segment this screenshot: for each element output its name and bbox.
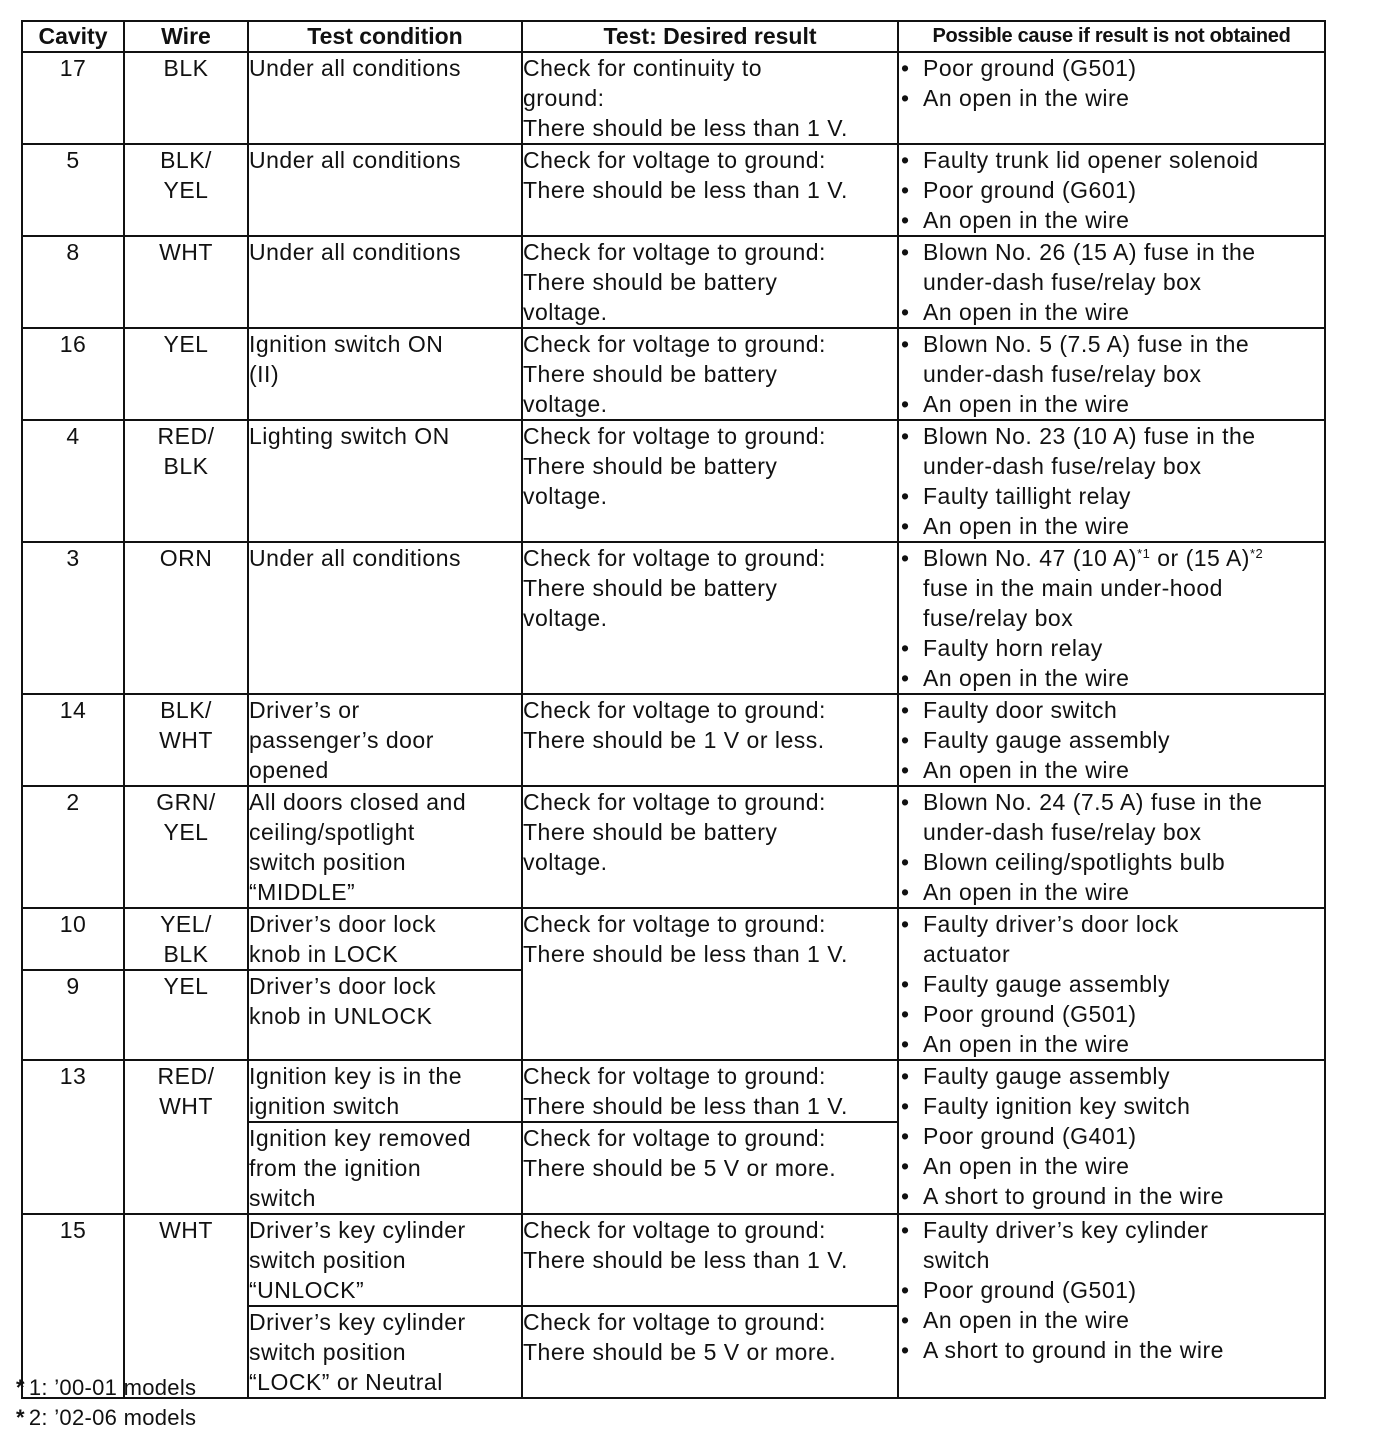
cause-item: • Poor ground (G501) [899, 1275, 1324, 1305]
result-cell: Check for voltage to ground: There should be battery voltage. [522, 542, 898, 694]
cavity-cell: 16 [22, 328, 124, 420]
cause-item: • Faulty door switch [899, 695, 1324, 725]
cause-cell [898, 420, 1325, 542]
table-row [22, 694, 1325, 786]
cause-item: • An open in the wire [899, 663, 1324, 693]
condition-cell: Driver’s door lock knob in LOCK [248, 908, 522, 970]
table-row [22, 542, 1325, 694]
cause-item: • Faulty gauge assembly [899, 969, 1324, 999]
header-desired-result: Test: Desired result [522, 21, 898, 52]
cause-cell [898, 786, 1325, 908]
result-cell: Check for voltage to ground: There should be battery voltage. [522, 328, 898, 420]
cause-cell [898, 1060, 1325, 1214]
header-cavity: Cavity [22, 21, 124, 52]
cause-cell [898, 542, 1325, 694]
result-cell: Check for voltage to ground: There should be less than 1 V. [522, 144, 898, 236]
cause-item: • An open in the wire [899, 1305, 1324, 1335]
cause-item: • An open in the wire [899, 1029, 1324, 1059]
cause-item: • An open in the wire [899, 83, 1324, 113]
table-row [22, 786, 1325, 908]
cavity-cell: 17 [22, 52, 124, 144]
table-row [22, 420, 1325, 542]
condition-cell: Lighting switch ON [248, 420, 522, 542]
header-test-condition: Test condition [248, 21, 522, 52]
result-cell: Check for voltage to ground: There should be 5 V or more. [522, 1306, 898, 1398]
header-possible-cause: Possible cause if result is not obtained [898, 21, 1325, 52]
table-row [22, 1060, 1325, 1122]
cause-item: • An open in the wire [899, 755, 1324, 785]
result-cell: Check for voltage to ground: There should be battery voltage. [522, 420, 898, 542]
wire-cell: WHT [124, 236, 248, 328]
condition-cell: Ignition switch ON (II) [248, 328, 522, 420]
terminal-test-table [21, 20, 1326, 1399]
condition-cell: Driver’s door lock knob in UNLOCK [248, 970, 522, 1060]
cause-item: • Poor ground (G601) [899, 175, 1324, 205]
condition-cell: Ignition key is in the ignition switch [248, 1060, 522, 1122]
footnote-2: * 2: ’02-06 models [16, 1405, 197, 1430]
cause-item: • Blown ceiling/spotlights bulb [899, 847, 1324, 877]
header-wire: Wire [124, 21, 248, 52]
table-row [22, 908, 1325, 970]
cause-item: • Faulty ignition key switch [899, 1091, 1324, 1121]
cause-item: • An open in the wire [899, 511, 1324, 541]
footnote-1: * 1: ’00-01 models [16, 1375, 197, 1400]
wire-cell: BLK/ WHT [124, 694, 248, 786]
result-cell: Check for voltage to ground: There should be less than 1 V. [522, 908, 898, 1060]
cause-item: • Faulty trunk lid opener solenoid [899, 145, 1324, 175]
wire-cell: WHT [124, 1214, 248, 1398]
cause-item: • Blown No. 24 (7.5 A) fuse in the under-dash fuse/relay box [899, 787, 1324, 847]
wire-cell: RED/ BLK [124, 420, 248, 542]
wire-cell: YEL/ BLK [124, 908, 248, 970]
wire-cell: BLK [124, 52, 248, 144]
cause-cell [898, 328, 1325, 420]
cavity-cell: 10 [22, 908, 124, 970]
cause-cell [898, 694, 1325, 786]
wire-cell: GRN/ YEL [124, 786, 248, 908]
wire-cell: RED/ WHT [124, 1060, 248, 1214]
result-cell: Check for voltage to ground: There should be 1 V or less. [522, 694, 898, 786]
result-cell: Check for voltage to ground: There should be battery voltage. [522, 236, 898, 328]
cavity-cell: 3 [22, 542, 124, 694]
footnote-ref-1: *1 [1137, 546, 1151, 561]
wire-cell: ORN [124, 542, 248, 694]
condition-cell: Driver’s key cylinder switch position “LOCK” or Neutral [248, 1306, 522, 1398]
wire-cell: YEL [124, 328, 248, 420]
header-row [22, 21, 1325, 52]
cavity-cell: 4 [22, 420, 124, 542]
cause-item: • An open in the wire [899, 1151, 1324, 1181]
result-cell: Check for voltage to ground: There should be 5 V or more. [522, 1122, 898, 1214]
cause-item: • Blown No. 23 (10 A) fuse in the under-dash fuse/relay box [899, 421, 1324, 481]
wire-cell: YEL [124, 970, 248, 1060]
table-row [22, 328, 1325, 420]
cause-item: • Faulty gauge assembly [899, 1061, 1324, 1091]
result-cell: Check for voltage to ground: There should be battery voltage. [522, 786, 898, 908]
cause-item: • Blown No. 5 (7.5 A) fuse in the under-dash fuse/relay box [899, 329, 1324, 389]
condition-cell: All doors closed and ceiling/spotlight switch position “MIDDLE” [248, 786, 522, 908]
condition-cell: Driver’s or passenger’s door opened [248, 694, 522, 786]
cause-item: • An open in the wire [899, 205, 1324, 235]
cavity-cell: 9 [22, 970, 124, 1060]
condition-cell: Driver’s key cylinder switch position “UNLOCK” [248, 1214, 522, 1306]
cavity-cell: 2 [22, 786, 124, 908]
condition-cell: Under all conditions [248, 52, 522, 144]
cavity-cell: 13 [22, 1060, 124, 1214]
wire-cell: BLK/ YEL [124, 144, 248, 236]
table-row [22, 144, 1325, 236]
condition-cell: Under all conditions [248, 236, 522, 328]
cause-item: • Poor ground (G501) [899, 999, 1324, 1029]
cause-item: • Faulty horn relay [899, 633, 1324, 663]
cause-item: • A short to ground in the wire [899, 1181, 1324, 1211]
cause-item: • Faulty taillight relay [899, 481, 1324, 511]
condition-cell: Under all conditions [248, 144, 522, 236]
cause-item: • Faulty driver’s door lock actuator [899, 909, 1324, 969]
cavity-cell: 15 [22, 1214, 124, 1398]
result-cell: Check for continuity to ground: There should be less than 1 V. [522, 52, 898, 144]
cause-cell [898, 144, 1325, 236]
cause-item: • Blown No. 47 (10 A)$^{*1}$ or (15 A)$^{*2}$ fuse in the main under-hood fuse/relay box [899, 543, 1324, 633]
cause-item: • An open in the wire [899, 877, 1324, 907]
cause-cell [898, 236, 1325, 328]
cause-item: • An open in the wire [899, 297, 1324, 327]
cause-item: • Faulty driver’s key cylinder switch [899, 1215, 1324, 1275]
cause-item: • An open in the wire [899, 389, 1324, 419]
cause-cell [898, 52, 1325, 144]
cause-cell [898, 1214, 1325, 1398]
condition-cell: Ignition key removed from the ignition switch [248, 1122, 522, 1214]
table-row [22, 1214, 1325, 1306]
condition-cell: Under all conditions [248, 542, 522, 694]
cause-item: • Faulty gauge assembly [899, 725, 1324, 755]
cavity-cell: 5 [22, 144, 124, 236]
cause-item: • Poor ground (G401) [899, 1121, 1324, 1151]
footnote-ref-2: *2 [1249, 546, 1264, 561]
cause-item: • A short to ground in the wire [899, 1335, 1324, 1365]
cause-item: • Poor ground (G501) [899, 53, 1324, 83]
cavity-cell: 14 [22, 694, 124, 786]
cause-item: • Blown No. 26 (15 A) fuse in the under-dash fuse/relay box [899, 237, 1324, 297]
result-cell: Check for voltage to ground: There should be less than 1 V. [522, 1060, 898, 1122]
cavity-cell: 8 [22, 236, 124, 328]
table-row [22, 52, 1325, 144]
result-cell: Check for voltage to ground: There should be less than 1 V. [522, 1214, 898, 1306]
table-row [22, 236, 1325, 328]
cause-cell [898, 908, 1325, 1060]
